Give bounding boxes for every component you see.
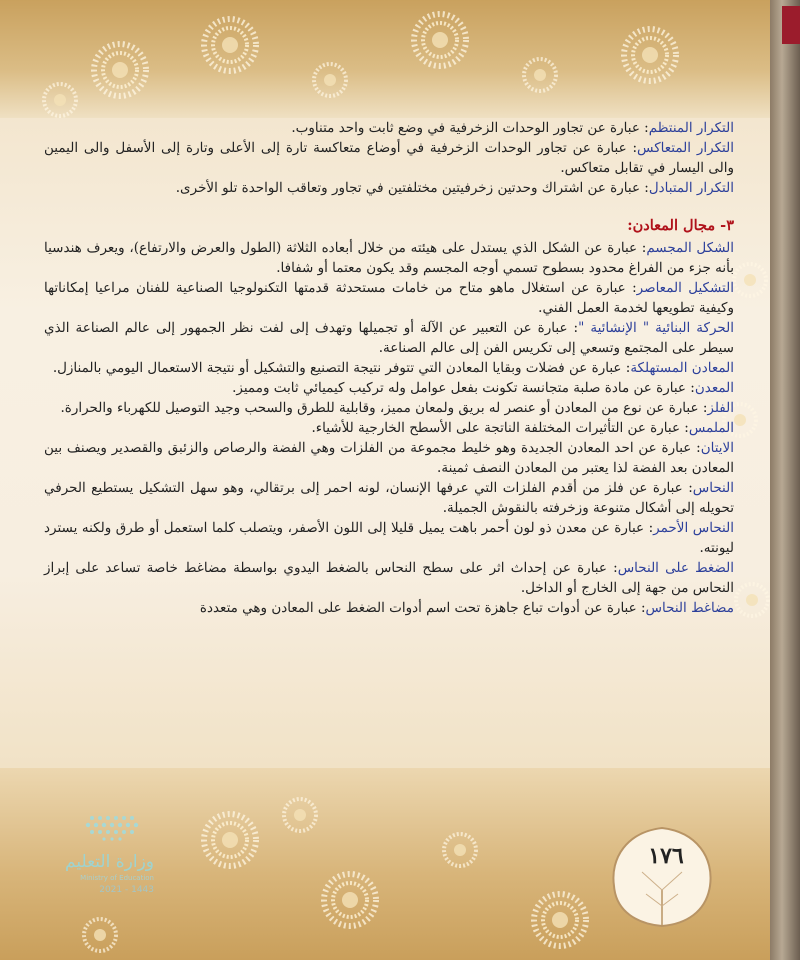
definition-item: [44, 478, 734, 518]
definition-item: [44, 398, 734, 418]
term-label: التكرار المنتظم: [648, 120, 734, 136]
definition-text: : عبارة عن احد المعادن الجديدة وهو خليط مجموعة من الفلزات وهي الفضة والرصاص والزئبق والقصدير ويصنف بين المعادن بعد الفضة لذا يعتبر من المعادن النصف ثمينة.: [44, 440, 734, 476]
bookmark-tab: [782, 6, 800, 44]
paragraph-reverse-repetition: [44, 138, 734, 178]
definition-text: : عبارة عن الشكل الذي يستدل على هيئته من خلال أبعاده الثلاثة (الطول والعرض والارتفاع)، ويعرف هندسيا بأنه جزء من الفراغ محدود بسطوح تسمي أوجه المجسم وقد يكون معتما أو شفافا.: [44, 240, 734, 276]
definition-text: : عبارة عن اشتراك وحدتين زخرفيتين مختلفتين في تجاور وتعاقب الواحدة تلو الأخرى.: [175, 180, 649, 196]
term-label: مضاغط النحاس: [645, 600, 734, 616]
definition-text: : عبارة عن تجاور الوحدات الزخرفية في وضع ثابت واحد متناوب.: [291, 120, 649, 136]
page-number: ١٧٦: [648, 843, 684, 869]
term-label: الحركة البنائية " الإنشائية ": [578, 320, 734, 336]
definition-text: : عبارة عن مادة صلبة متجانسة تكونت بفعل عوامل وله تركيب كيميائي ثابت ومميز.: [232, 380, 695, 396]
definition-text: : عبارة عن نوع من المعادن أو عنصر له بريق ولمعان مميز، وقابلية للطرق والسحب وجيد التوصيل للكهرباء والحرارة.: [60, 400, 708, 416]
definition-item: [44, 378, 734, 398]
paragraph-regular-repetition: [44, 118, 734, 138]
definition-item: [44, 418, 734, 438]
page-content: [44, 118, 734, 618]
paragraph-alternating-repetition: [44, 178, 734, 198]
definition-text: : عبارة عن التعبير عن الآلة أو تجميلها وتهدف إلى لفت نظر الجمهور إلى عالم الصناعة الذي سيطر على المجتمع وتسعي إلى تكريس الفن إلى عالم الصناعة.: [44, 320, 734, 356]
definition-item: [44, 438, 734, 478]
logo-name: وزارة التعليم: [65, 852, 154, 872]
section-heading: ٣- مجال المعادن:: [627, 217, 734, 234]
book-spine: [770, 0, 800, 960]
definition-item: [44, 598, 734, 618]
term-label: الملمس: [688, 420, 734, 436]
term-label: الفلز: [707, 400, 734, 416]
definition-item: [44, 558, 734, 598]
term-label: الشكل المجسم: [646, 240, 734, 256]
definition-item: [44, 278, 734, 318]
term-label: المعدن: [694, 380, 734, 396]
definition-text: : عبارة عن إحداث اثر على سطح النحاس بالضغط اليدوي بواسطة مضاغط خاصة تساعد على إبراز النحاس من جهة إلى الخارج أو الداخل.: [44, 560, 734, 596]
term-label: التكرار المتعاكس: [637, 140, 734, 156]
term-label: الضغط على النحاس: [617, 560, 734, 576]
term-label: المعادن المستهلكة: [630, 360, 734, 376]
definition-text: : عبارة عن التأثيرات المختلفة الناتجة على الأسطح الخارجية للأشياء.: [311, 420, 689, 436]
logo-subtitle: Ministry of Education: [80, 874, 154, 882]
definition-item: [44, 318, 734, 358]
definition-text: : عبارة عن معدن ذو لون أحمر باهت يميل قليلا إلى اللون الأصفر، ويتصلب كلما استعمل أو طرق ولكنه يسترد ليونته.: [44, 520, 734, 556]
definition-text: : عبارة عن أدوات تباع جاهزة تحت اسم أدوات الضغط على المعادن وهي متعددة: [199, 600, 646, 616]
term-label: التكرار المتبادل: [648, 180, 734, 196]
definition-text: : عبارة عن تجاور الوحدات الزخرفية في أوضاع متعاكسة تارة إلى الأعلى وتارة إلى الأسفل والى اليمين والى اليسار في تقابل متعاكس.: [44, 140, 734, 176]
definition-text: : عبارة عن فضلات وبقايا المعادن التي تتوفر نتيجة التصنيع والتشكيل أو نتيجة الاستعمال اليومي بالمنازل.: [52, 360, 631, 376]
definition-item: [44, 518, 734, 558]
definition-text: : عبارة عن فلز من أقدم الفلزات التي عرفها الإنسان، لونه احمر إلى برتقالي، وهو سهل التشكيل يستطيع الحرفي تحويله إلى أشكال متنوعة وزخرفته بالنقوش الجميلة.: [44, 480, 734, 516]
leaf-icon: [602, 820, 722, 930]
definition-text: : عبارة عن استغلال ماهو متاح من خامات مستحدثة قدمتها التكنولوجيا الصناعية للفنان مراعيا إمكاناتها وكيفية تطويعها لخدمة العمل الفني.: [44, 280, 734, 316]
definition-item: [44, 358, 734, 378]
term-label: الايتان: [700, 440, 734, 456]
logo-year: 2021 - 1443: [99, 885, 154, 895]
term-label: النحاس الأحمر: [653, 520, 734, 536]
definition-item: [44, 238, 734, 278]
term-label: التشكيل المعاصر: [636, 280, 734, 296]
term-label: النحاس: [692, 480, 734, 496]
